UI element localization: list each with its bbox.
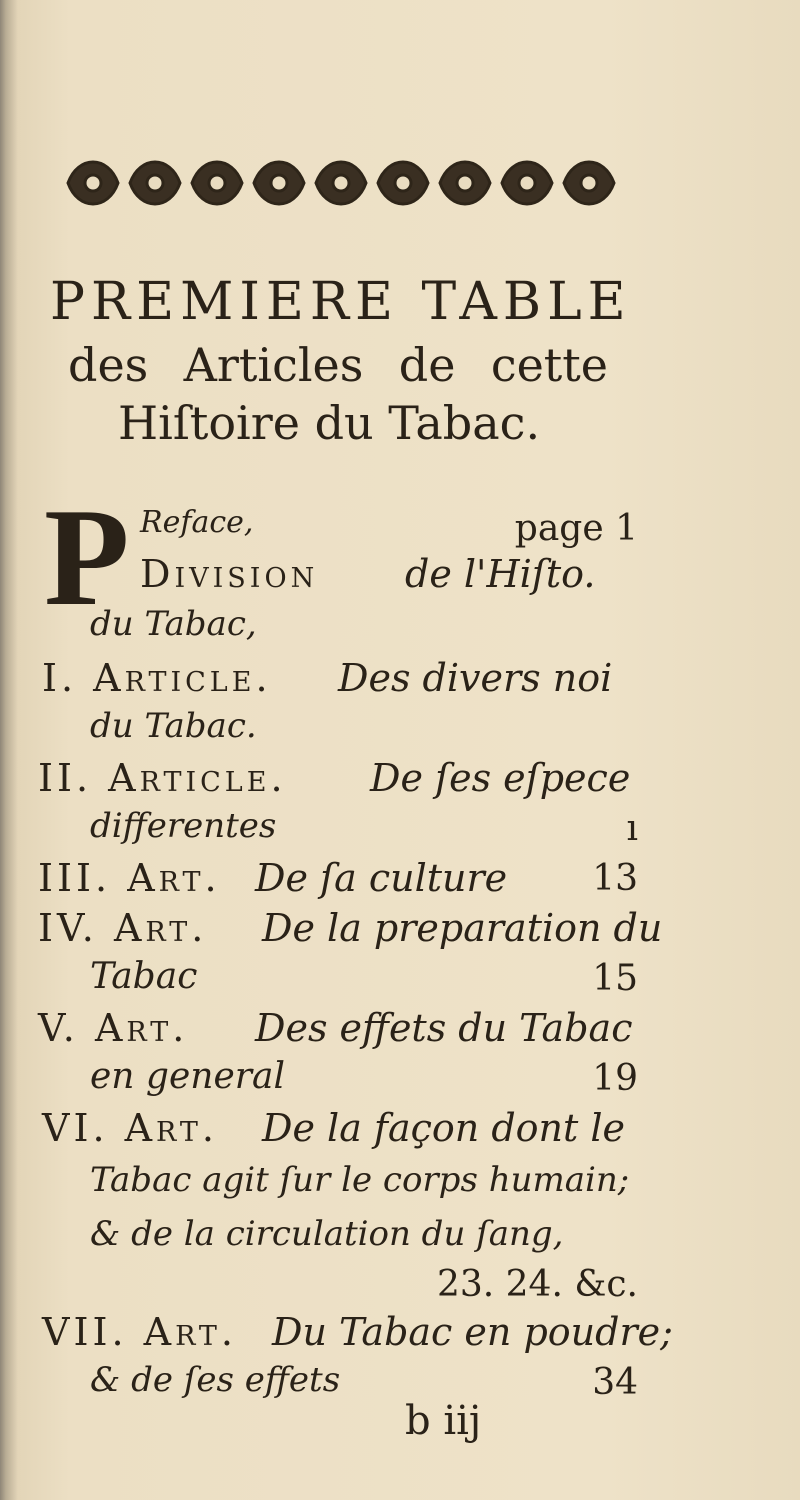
entry-5-text: Des effets du Tabac	[255, 1006, 633, 1050]
entry-4-page: 15	[592, 958, 638, 999]
title-line-3: Hiſtoire du Tabac.	[118, 396, 541, 450]
signature-mark: b iij	[405, 1398, 482, 1444]
entry-4-cont: Tabac	[90, 956, 198, 997]
entry-5-page: 19	[592, 1058, 638, 1099]
entry-7-page: 34	[592, 1362, 638, 1403]
entry-3-text: De ſa culture	[255, 856, 508, 900]
entry-1-text: Des divers noi	[338, 656, 613, 700]
entry-5-cont: en general	[90, 1056, 285, 1097]
title-line-1: PREMIERE TABLE	[50, 272, 632, 332]
entry-2-cont: differentes	[90, 806, 277, 846]
entry-1-cont: du Tabac.	[90, 706, 257, 746]
ornament-motif	[254, 162, 304, 204]
entry-7-cont: & de ſes effets	[90, 1360, 341, 1400]
entry-preface-label: Reface,	[140, 505, 254, 540]
entry-2-page: ı	[626, 808, 638, 849]
entry-6-prefix: VI. Art.	[42, 1106, 218, 1150]
entry-5-prefix: V. Art.	[38, 1006, 189, 1050]
entry-division-text: de l'Hiſto.	[405, 552, 596, 596]
entry-division-prefix: Division	[140, 552, 319, 596]
entry-4-text: De la preparation du	[262, 906, 663, 950]
entry-6-cont: Tabac agit ſur le corps humain;	[90, 1160, 630, 1200]
entry-3-page: 13	[592, 858, 638, 899]
title-line-2: des Articles de cette	[68, 338, 608, 392]
ornament-motif	[440, 162, 490, 204]
ornament-band	[48, 150, 628, 216]
ornament-motif	[192, 162, 242, 204]
entry-2-text: De ſes eſpece	[370, 756, 631, 800]
entry-1-prefix: I. Article.	[42, 656, 272, 700]
entry-7-prefix: VII. Art.	[42, 1310, 238, 1354]
drop-cap: P	[44, 480, 130, 635]
ornament-motif	[316, 162, 366, 204]
ornament-motif	[68, 162, 118, 204]
ornament-motif	[130, 162, 180, 204]
ornament-motif	[378, 162, 428, 204]
entry-2-prefix: II. Article.	[38, 756, 287, 800]
entry-6-cont2: & de la circulation du ſang,	[90, 1214, 564, 1254]
entry-6-text: De la façon dont le	[262, 1106, 626, 1150]
entry-3-prefix: III. Art.	[38, 856, 221, 900]
entry-preface-page: page 1	[514, 508, 638, 549]
entry-7-text: Du Tabac en poudre;	[272, 1310, 673, 1354]
ornament-motif	[502, 162, 552, 204]
entry-6-page: 23. 24. &c.	[436, 1264, 638, 1305]
ornament-motif	[564, 162, 614, 204]
entry-division-cont: du Tabac,	[90, 604, 257, 644]
entry-4-prefix: IV. Art.	[38, 906, 208, 950]
